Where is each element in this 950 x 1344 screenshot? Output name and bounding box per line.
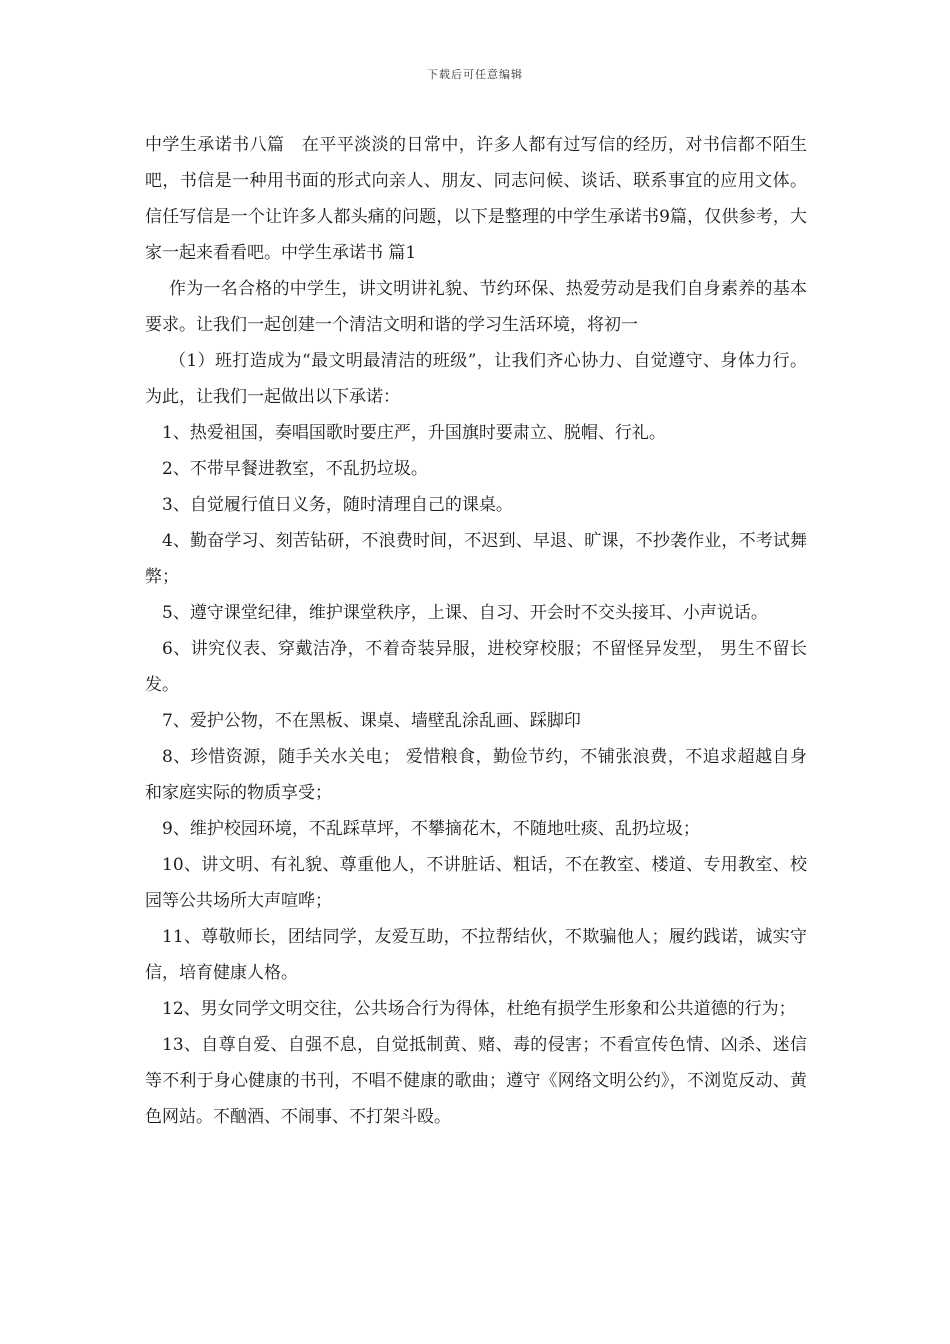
body-paragraph: 作为一名合格的中学生，讲文明讲礼貌、节约环保、热爱劳动是我们自身素养的基本要求。让我们一起创建一个清洁文明和谐的学习生活环境，将初一 (145, 279, 807, 335)
promise-item-10: 10、讲文明、有礼貌、尊重他人，不讲脏话、粗话，不在教室、楼道、专用教室、校园等公共场所大声喧哗； (145, 855, 807, 911)
promise-item-13: 13、自尊自爱、自强不息，自觉抵制黄、赌、毒的侵害；不看宣传色情、凶杀、迷信等不利于身心健康的书刊，不唱不健康的歌曲；遵守《网络文明公约》，不浏览反动、黄色网站。不酗酒、不闹事、不打架斗殴。 (145, 1035, 807, 1127)
promise-item-12: 12、男女同学文明交往，公共场合行为得体，杜绝有损学生形象和公共道德的行为； (162, 999, 796, 1019)
promise-item-8: 8、珍惜资源，随手关水关电； 爱惜粮食，勤俭节约，不铺张浪费，不追求超越自身和家庭实际的物质享受； (145, 747, 807, 803)
intro-paragraph: 中学生承诺书八篇 在平平淡淡的日常中，许多人都有过写信的经历，对书信都不陌生吧，书信是一种用书面的形式向亲人、朋友、同志问候、谈话、联系事宜的应用文体。信任写信是一个让许多人都头痛的问题，以下是整理的中学生承诺书9篇，仅供参考，大家一起来看看吧。中学生承诺书 篇1 (145, 135, 807, 263)
promise-item-5: 5、遵守课堂纪律，维护课堂秩序，上课、自习、开会时不交头接耳、小声说话。 (162, 603, 768, 623)
promise-item-7: 7、爱护公物，不在黑板、课桌、墙壁乱涂乱画、踩脚印 (162, 711, 581, 731)
body-paragraph: （1）班打造成为“最文明最清洁的班级”，让我们齐心协力、自觉遵守、身体力行。为此，让我们一起做出以下承诺： (145, 351, 807, 407)
promise-item-6: 6、讲究仪表、穿戴洁净，不着奇装异服，进校穿校服；不留怪异发型， 男生不留长发。 (145, 639, 807, 695)
promise-item-4: 4、勤奋学习、刻苦钻研，不浪费时间，不迟到、早退、旷课，不抄袭作业，不考试舞弊； (145, 531, 807, 587)
promise-item-1: 1、热爱祖国，奏唱国歌时要庄严，升国旗时要肃立、脱帽、行礼。 (162, 423, 666, 443)
promise-item-2: 2、不带早餐进教室，不乱扔垃圾。 (162, 459, 428, 479)
promise-item-3: 3、自觉履行值日义务，随时清理自己的课桌。 (162, 495, 513, 515)
promise-item-11: 11、尊敬师长，团结同学，友爱互助，不拉帮结伙，不欺骗他人；履约践诺，诚实守信，培育健康人格。 (145, 927, 807, 983)
promise-item-9: 9、维护校园环境，不乱踩草坪，不攀摘花木，不随地吐痰、乱扔垃圾； (162, 819, 700, 839)
document-body (145, 127, 807, 1135)
page-header: 下载后可任意编辑 (427, 68, 523, 81)
